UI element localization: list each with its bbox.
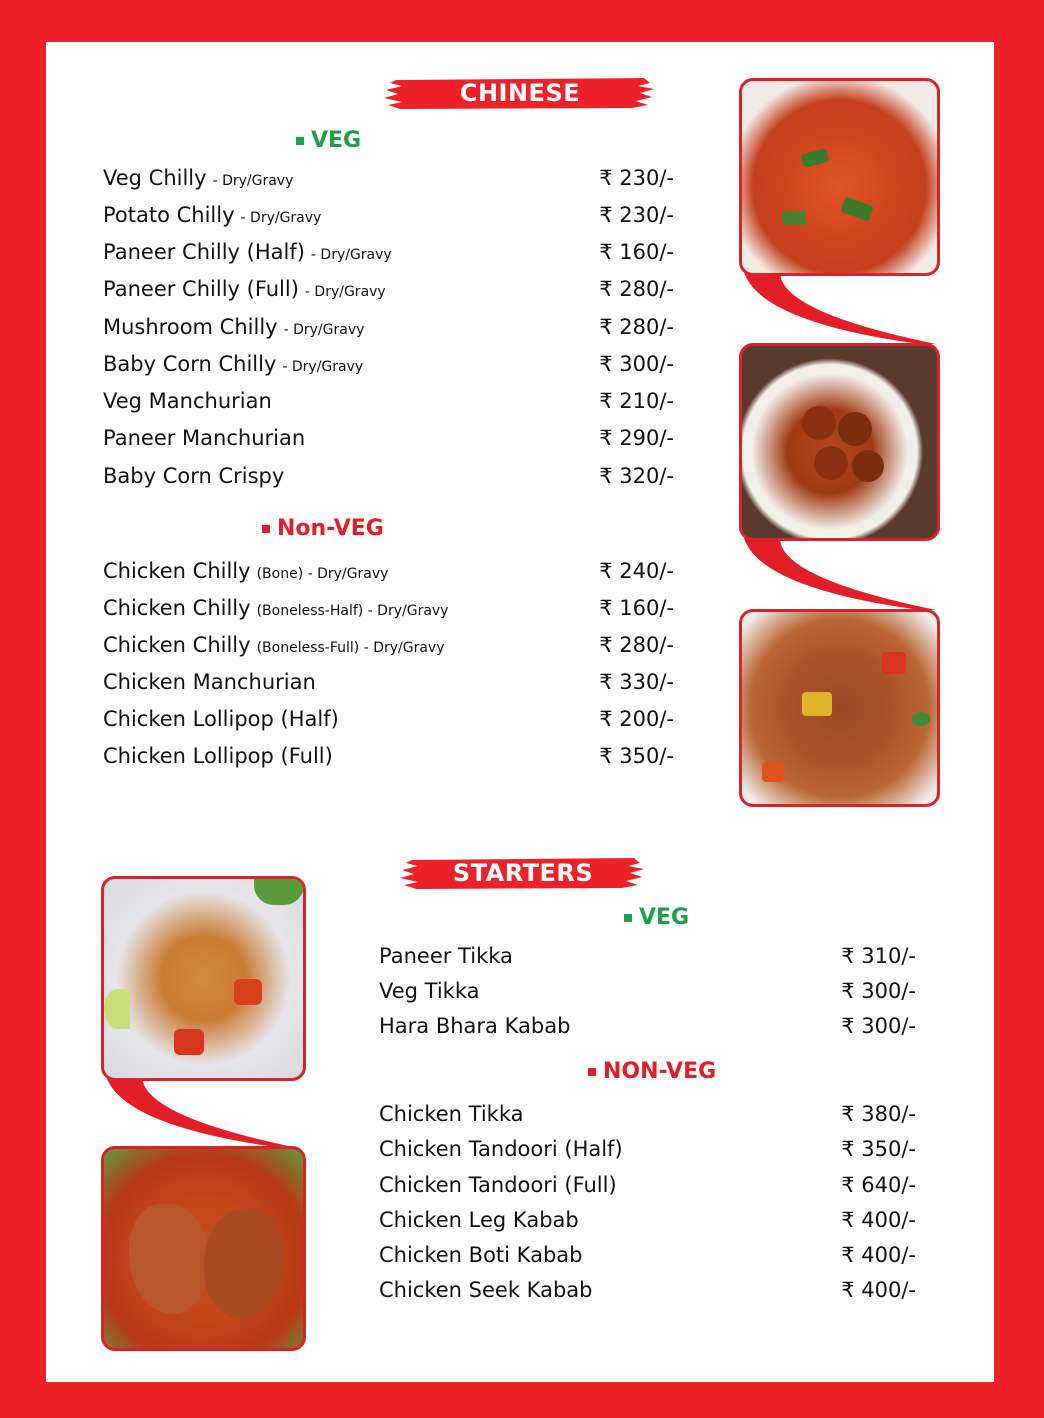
item-price: ₹ 320/- [599, 464, 674, 488]
menu-item: Chicken Tikka [379, 1102, 524, 1126]
menu-item: Chicken Chilly (Bone) - Dry/Gravy [103, 559, 389, 583]
menu-item: Chicken Leg Kabab [379, 1208, 579, 1232]
ribbon-connector [740, 538, 940, 618]
chilli-paneer-photo [739, 78, 940, 276]
item-price: ₹ 300/- [841, 979, 916, 1003]
item-price: ₹ 310/- [841, 944, 916, 968]
menu-item: Veg Tikka [379, 979, 480, 1003]
menu-item: Chicken Tandoori (Full) [379, 1173, 617, 1197]
menu-item: Potato Chilly - Dry/Gravy [103, 203, 322, 227]
item-price: ₹ 160/- [599, 240, 674, 264]
menu-item: Chicken Manchurian [103, 670, 316, 694]
nonveg-marker-icon [588, 1068, 596, 1076]
section-title-chinese: CHINESE [459, 79, 581, 107]
item-price: ₹ 290/- [599, 426, 674, 450]
chinese-nonveg-heading: Non-VEG [262, 516, 384, 541]
menu-page [46, 42, 994, 1382]
item-price: ₹ 350/- [841, 1137, 916, 1161]
item-price: ₹ 380/- [841, 1102, 916, 1126]
paneer-tikka-photo [101, 876, 306, 1081]
item-price: ₹ 330/- [599, 670, 674, 694]
item-price: ₹ 280/- [599, 277, 674, 301]
menu-item: Veg Manchurian [103, 389, 272, 413]
menu-item: Chicken Tandoori (Half) [379, 1137, 623, 1161]
starters-veg-heading: VEG [624, 905, 689, 930]
menu-item: Chicken Boti Kabab [379, 1243, 583, 1267]
menu-item: Chicken Lollipop (Full) [103, 744, 333, 768]
menu-item: Chicken Lollipop (Half) [103, 707, 339, 731]
nonveg-marker-icon [262, 525, 270, 533]
ribbon-connector [740, 272, 940, 352]
fish-curry-photo [101, 1146, 306, 1351]
item-price: ₹ 280/- [599, 315, 674, 339]
starters-nonveg-heading: NON-VEG [588, 1059, 716, 1084]
item-price: ₹ 230/- [599, 166, 674, 190]
menu-item: Chicken Seek Kabab [379, 1278, 593, 1302]
item-price: ₹ 210/- [599, 389, 674, 413]
item-price: ₹ 300/- [841, 1014, 916, 1038]
item-price: ₹ 400/- [841, 1243, 916, 1267]
item-price: ₹ 350/- [599, 744, 674, 768]
item-price: ₹ 400/- [841, 1208, 916, 1232]
menu-item: Baby Corn Chilly - Dry/Gravy [103, 352, 364, 376]
chinese-banner [382, 74, 658, 112]
menu-item: Baby Corn Crispy [103, 464, 285, 488]
starters-banner [398, 854, 648, 892]
chicken-chilly-photo [739, 609, 940, 807]
menu-item: Hara Bhara Kabab [379, 1014, 571, 1038]
menu-item: Paneer Tikka [379, 944, 513, 968]
item-price: ₹ 200/- [599, 707, 674, 731]
menu-item: Veg Chilly - Dry/Gravy [103, 166, 294, 190]
menu-item: Chicken Chilly (Boneless-Full) - Dry/Gravy [103, 633, 445, 657]
item-price: ₹ 280/- [599, 633, 674, 657]
item-price: ₹ 300/- [599, 352, 674, 376]
item-price: ₹ 240/- [599, 559, 674, 583]
menu-item: Paneer Chilly (Half) - Dry/Gravy [103, 240, 392, 264]
item-price: ₹ 160/- [599, 596, 674, 620]
ribbon-connector [102, 1076, 302, 1156]
menu-item: Chicken Chilly (Boneless-Half) - Dry/Gravy [103, 596, 449, 620]
veg-marker-icon [624, 914, 632, 922]
item-price: ₹ 640/- [841, 1173, 916, 1197]
section-title-starters: STARTERS [452, 859, 594, 887]
veg-marker-icon [296, 137, 304, 145]
item-price: ₹ 230/- [599, 203, 674, 227]
menu-item: Mushroom Chilly - Dry/Gravy [103, 315, 365, 339]
chinese-veg-heading: VEG [296, 128, 361, 153]
item-price: ₹ 400/- [841, 1278, 916, 1302]
veg-manchurian-photo [739, 343, 940, 541]
menu-item: Paneer Chilly (Full) - Dry/Gravy [103, 277, 386, 301]
menu-item: Paneer Manchurian [103, 426, 306, 450]
